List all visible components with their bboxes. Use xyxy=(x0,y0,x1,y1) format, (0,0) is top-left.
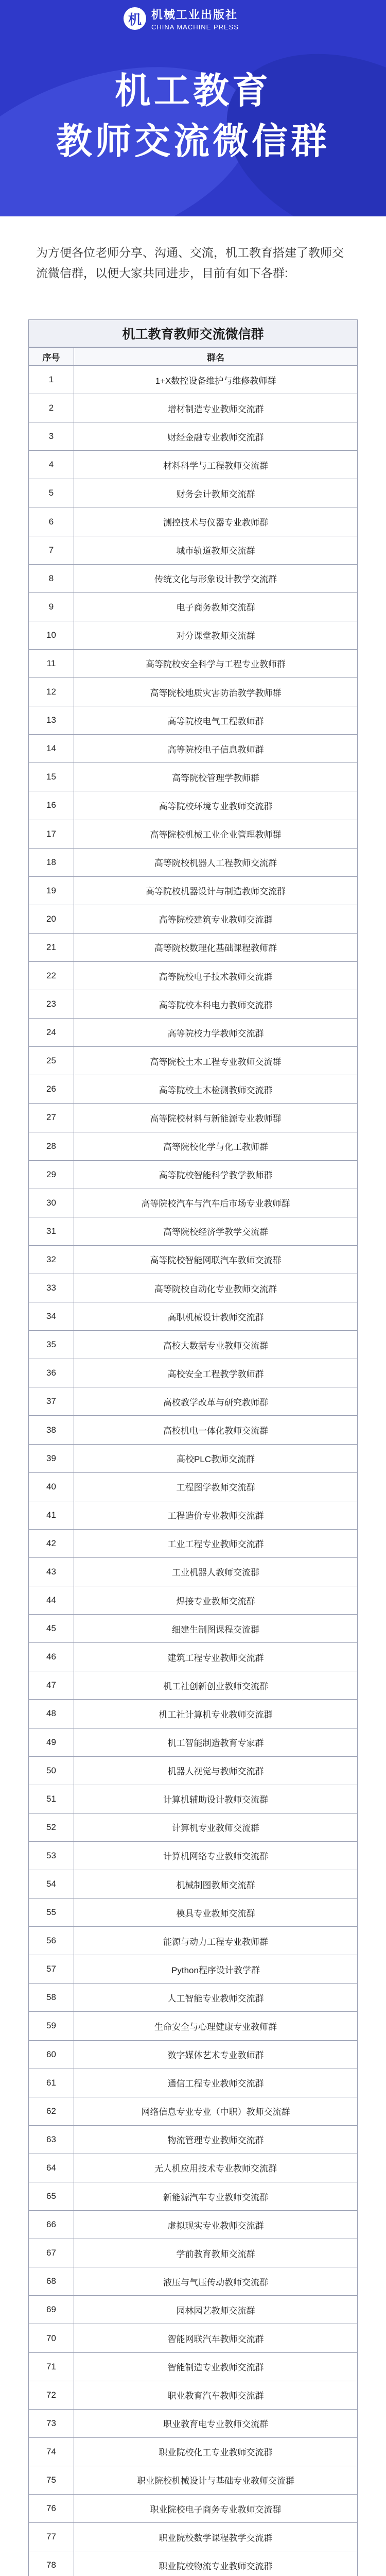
row-number: 51 xyxy=(29,1785,74,1813)
group-name: 高校机电一体化教师交流群 xyxy=(74,1416,358,1444)
row-number: 27 xyxy=(29,1104,74,1132)
row-number: 61 xyxy=(29,2069,74,2097)
group-name: 高等院校建筑专业教师交流群 xyxy=(74,905,358,933)
row-number: 48 xyxy=(29,1700,74,1728)
row-number: 16 xyxy=(29,791,74,820)
group-name: 1+X数控设备维护与维修教师群 xyxy=(74,366,358,394)
table-row xyxy=(29,1274,358,1302)
table-row xyxy=(29,1728,358,1756)
row-number: 66 xyxy=(29,2211,74,2239)
group-name: 工业机器人教师交流群 xyxy=(74,1557,358,1586)
row-number: 24 xyxy=(29,1019,74,1047)
row-number: 63 xyxy=(29,2125,74,2154)
row-number: 45 xyxy=(29,1615,74,1643)
group-name: 智能制造专业教师交流群 xyxy=(74,2352,358,2381)
table-row xyxy=(29,706,358,735)
row-number: 29 xyxy=(29,1160,74,1189)
row-number: 38 xyxy=(29,1416,74,1444)
group-name: 智能网联汽车教师交流群 xyxy=(74,2324,358,2352)
group-name: 生命安全与心理健康专业教师群 xyxy=(74,2012,358,2040)
row-number: 18 xyxy=(29,848,74,876)
table-row xyxy=(29,394,358,422)
group-name: 机器人视觉与教师交流群 xyxy=(74,1756,358,1785)
table-row xyxy=(29,1302,358,1331)
table-row xyxy=(29,1557,358,1586)
table-row xyxy=(29,2324,358,2352)
table-row xyxy=(29,2239,358,2267)
table-row xyxy=(29,2040,358,2069)
group-name: 学前教育教师交流群 xyxy=(74,2239,358,2267)
row-number: 76 xyxy=(29,2495,74,2523)
table-row xyxy=(29,1615,358,1643)
group-name: 高校PLC教师交流群 xyxy=(74,1444,358,1472)
row-number: 54 xyxy=(29,1870,74,1898)
group-name: 建筑工程专业教师交流群 xyxy=(74,1643,358,1671)
group-name: 模具专业教师交流群 xyxy=(74,1899,358,1927)
group-name: 财经金融专业教师交流群 xyxy=(74,422,358,451)
row-number: 31 xyxy=(29,1217,74,1245)
row-number: 53 xyxy=(29,1841,74,1870)
row-number: 8 xyxy=(29,564,74,592)
row-number: 64 xyxy=(29,2154,74,2182)
group-name: 人工智能专业教师交流群 xyxy=(74,1984,358,2012)
group-name: 计算机辅助设计教师交流群 xyxy=(74,1785,358,1813)
table-row xyxy=(29,1899,358,1927)
row-number: 5 xyxy=(29,479,74,507)
table-row xyxy=(29,1586,358,1615)
group-name: 园林园艺教师交流群 xyxy=(74,2296,358,2324)
group-name: 高等院校电气工程教师群 xyxy=(74,706,358,735)
row-number: 22 xyxy=(29,961,74,990)
group-name: 虚拟现实专业教师交流群 xyxy=(74,2211,358,2239)
row-number: 75 xyxy=(29,2466,74,2494)
row-number: 30 xyxy=(29,1189,74,1217)
group-name: 高校大数据专业教师交流群 xyxy=(74,1331,358,1359)
group-name: 对分课堂教师交流群 xyxy=(74,621,358,649)
row-number: 32 xyxy=(29,1245,74,1274)
row-number: 3 xyxy=(29,422,74,451)
table-row xyxy=(29,2182,358,2211)
table-row xyxy=(29,1132,358,1160)
row-number: 72 xyxy=(29,2381,74,2409)
table-row xyxy=(29,649,358,677)
row-number: 4 xyxy=(29,451,74,479)
row-number: 78 xyxy=(29,2551,74,2576)
row-number: 33 xyxy=(29,1274,74,1302)
group-name: 材料科学与工程教师交流群 xyxy=(74,451,358,479)
table-row xyxy=(29,1927,358,1955)
row-number: 70 xyxy=(29,2324,74,2352)
row-number: 7 xyxy=(29,536,74,564)
table-row xyxy=(29,2012,358,2040)
table-row xyxy=(29,1529,358,1557)
logo-name-cn: 机械工业出版社 xyxy=(151,8,238,21)
row-number: 25 xyxy=(29,1047,74,1075)
table-row xyxy=(29,1785,358,1813)
group-name: 液压与气压传动教师交流群 xyxy=(74,2267,358,2296)
table-row xyxy=(29,933,358,961)
table-row xyxy=(29,1472,358,1501)
table-row xyxy=(29,905,358,933)
publisher-logo xyxy=(124,6,239,31)
group-name: 高职机械设计教师交流群 xyxy=(74,1302,358,1331)
table-row xyxy=(29,1870,358,1898)
table-row xyxy=(29,1501,358,1529)
table-row xyxy=(29,451,358,479)
group-name: 职业教育电专业教师交流群 xyxy=(74,2409,358,2437)
row-number: 23 xyxy=(29,990,74,1019)
row-number: 57 xyxy=(29,1955,74,1984)
table-row xyxy=(29,2466,358,2494)
group-name: 工程造价专业教师交流群 xyxy=(74,1501,358,1529)
table-row xyxy=(29,1047,358,1075)
group-name: 工程图学教师交流群 xyxy=(74,1472,358,1501)
row-number: 36 xyxy=(29,1359,74,1387)
row-number: 42 xyxy=(29,1529,74,1557)
table-row xyxy=(29,564,358,592)
row-number: 50 xyxy=(29,1756,74,1785)
intro-paragraph: 为方便各位老师分享、沟通、交流，机工教育搭建了教师交流微信群，以便大家共同进步，目前有如下各群: xyxy=(36,246,344,280)
table-row xyxy=(29,2154,358,2182)
table-row xyxy=(29,1104,358,1132)
row-number: 60 xyxy=(29,2040,74,2069)
group-name: 高等院校电子信息教师群 xyxy=(74,735,358,763)
table-row xyxy=(29,621,358,649)
group-name: 细建生制图课程交流群 xyxy=(74,1615,358,1643)
group-name: 物流管理专业教师交流群 xyxy=(74,2125,358,2154)
group-name: 高等院校智能科学教学教师群 xyxy=(74,1160,358,1189)
group-name: 工业工程专业教师交流群 xyxy=(74,1529,358,1557)
table-row xyxy=(29,592,358,621)
group-name: 高等院校汽车与汽车后市场专业教师群 xyxy=(74,1189,358,1217)
group-name: 高等院校机械工业企业管理教师群 xyxy=(74,820,358,848)
page-title-line1: 机工教育 xyxy=(115,71,271,111)
group-name: 职业教育汽车教师交流群 xyxy=(74,2381,358,2409)
row-number: 13 xyxy=(29,706,74,735)
table-row xyxy=(29,1756,358,1785)
group-name: 高等院校机器人工程教师交流群 xyxy=(74,848,358,876)
row-number: 26 xyxy=(29,1075,74,1104)
table-row xyxy=(29,1671,358,1700)
group-name: 高等院校电子技术教师交流群 xyxy=(74,961,358,990)
table-row xyxy=(29,2125,358,2154)
row-number: 41 xyxy=(29,1501,74,1529)
table-row xyxy=(29,1331,358,1359)
group-name: 数字媒体艺术专业教师群 xyxy=(74,2040,358,2069)
table-row xyxy=(29,2437,358,2466)
row-number: 77 xyxy=(29,2523,74,2551)
table-row xyxy=(29,848,358,876)
row-number: 9 xyxy=(29,592,74,621)
row-number: 21 xyxy=(29,933,74,961)
row-number: 58 xyxy=(29,1984,74,2012)
table-row xyxy=(29,1444,358,1472)
table-row xyxy=(29,2267,358,2296)
table-row xyxy=(29,2495,358,2523)
table-row xyxy=(29,2069,358,2097)
group-name: 高等院校管理学教师群 xyxy=(74,763,358,791)
table-row xyxy=(29,1416,358,1444)
row-number: 73 xyxy=(29,2409,74,2437)
row-number: 47 xyxy=(29,1671,74,1700)
row-number: 1 xyxy=(29,366,74,394)
table-row xyxy=(29,1217,358,1245)
group-name: 高等院校自动化专业教师交流群 xyxy=(74,1274,358,1302)
group-name: 高等院校地质灾害防治教学教师群 xyxy=(74,678,358,706)
table-row xyxy=(29,1019,358,1047)
row-number: 62 xyxy=(29,2097,74,2125)
group-name: 机械制图教师交流群 xyxy=(74,1870,358,1898)
group-name: 职业院校机械设计与基础专业教师交流群 xyxy=(74,2466,358,2494)
group-name: 测控技术与仪器专业教师群 xyxy=(74,507,358,536)
row-number: 65 xyxy=(29,2182,74,2211)
table-row xyxy=(29,366,358,394)
group-name: 高等院校力学教师交流群 xyxy=(74,1019,358,1047)
table-row xyxy=(29,1359,358,1387)
group-name: 职业院校物流专业教师交流群 xyxy=(74,2551,358,2576)
group-name: 高等院校机器设计与制造教师交流群 xyxy=(74,876,358,905)
row-number: 6 xyxy=(29,507,74,536)
table-row xyxy=(29,2381,358,2409)
table-row xyxy=(29,1245,358,1274)
group-name: 高等院校数理化基础课程教师群 xyxy=(74,933,358,961)
table-row xyxy=(29,1189,358,1217)
group-name: 高等院校本科电力教师交流群 xyxy=(74,990,358,1019)
table-row xyxy=(29,479,358,507)
table-row xyxy=(29,1955,358,1984)
row-number: 35 xyxy=(29,1331,74,1359)
table-row xyxy=(29,961,358,990)
table-row xyxy=(29,1075,358,1104)
group-name: 职业院校电子商务专业教师交流群 xyxy=(74,2495,358,2523)
group-name: 能源与动力工程专业教师群 xyxy=(74,1927,358,1955)
group-name: 高等院校土木工程专业教师交流群 xyxy=(74,1047,358,1075)
group-name: 高等院校智能网联汽车教师交流群 xyxy=(74,1245,358,1274)
row-number: 52 xyxy=(29,1813,74,1841)
group-name: 新能源汽车专业教师交流群 xyxy=(74,2182,358,2211)
table-row xyxy=(29,2352,358,2381)
table-row xyxy=(29,678,358,706)
group-name: 高校安全工程教学教师群 xyxy=(74,1359,358,1387)
group-name: 机工社创新创业教师交流群 xyxy=(74,1671,358,1700)
table-row xyxy=(29,791,358,820)
row-number: 20 xyxy=(29,905,74,933)
table-header-row xyxy=(29,348,358,366)
group-name: 高等院校经济学教学交流群 xyxy=(74,1217,358,1245)
row-number: 40 xyxy=(29,1472,74,1501)
table-row xyxy=(29,735,358,763)
header-banner xyxy=(0,0,386,216)
row-number: 37 xyxy=(29,1387,74,1416)
page-title-line2: 教师交流微信群 xyxy=(56,121,330,161)
logo-icon: 机 xyxy=(124,7,146,30)
group-name: 高等院校材料与新能源专业教师群 xyxy=(74,1104,358,1132)
group-name: 高等院校土木检测教师交流群 xyxy=(74,1075,358,1104)
group-name: 财务会计教师交流群 xyxy=(74,479,358,507)
row-number: 15 xyxy=(29,763,74,791)
group-table xyxy=(28,319,358,2576)
row-number: 28 xyxy=(29,1132,74,1160)
table-row xyxy=(29,1643,358,1671)
row-number: 46 xyxy=(29,1643,74,1671)
table-row xyxy=(29,2523,358,2551)
group-name: 高等院校化学与化工教师群 xyxy=(74,1132,358,1160)
column-header-name: 群名 xyxy=(74,348,358,366)
logo-name-en: CHINA MACHINE PRESS xyxy=(151,23,239,31)
table-row xyxy=(29,1984,358,2012)
group-name: 传统文化与形象设计教学交流群 xyxy=(74,564,358,592)
group-list-table xyxy=(28,347,358,2576)
row-number: 74 xyxy=(29,2437,74,2466)
row-number: 2 xyxy=(29,394,74,422)
row-number: 71 xyxy=(29,2352,74,2381)
table-row xyxy=(29,1387,358,1416)
group-name: Python程序设计教学群 xyxy=(74,1955,358,1984)
row-number: 10 xyxy=(29,621,74,649)
row-number: 12 xyxy=(29,678,74,706)
group-name: 网络信息专业专业（中职）教师交流群 xyxy=(74,2097,358,2125)
group-name: 计算机网络专业教师交流群 xyxy=(74,1841,358,1870)
table-row xyxy=(29,990,358,1019)
row-number: 69 xyxy=(29,2296,74,2324)
row-number: 44 xyxy=(29,1586,74,1615)
row-number: 17 xyxy=(29,820,74,848)
row-number: 49 xyxy=(29,1728,74,1756)
group-name: 通信工程专业教师交流群 xyxy=(74,2069,358,2097)
row-number: 56 xyxy=(29,1927,74,1955)
table-row xyxy=(29,876,358,905)
row-number: 39 xyxy=(29,1444,74,1472)
table-row xyxy=(29,536,358,564)
row-number: 55 xyxy=(29,1899,74,1927)
table-row xyxy=(29,2211,358,2239)
table-row xyxy=(29,507,358,536)
group-name: 机工社计算机专业教师交流群 xyxy=(74,1700,358,1728)
group-name: 职业院校化工专业教师交流群 xyxy=(74,2437,358,2466)
table-row xyxy=(29,2551,358,2576)
row-number: 34 xyxy=(29,1302,74,1331)
row-number: 14 xyxy=(29,735,74,763)
table-row xyxy=(29,1813,358,1841)
group-name: 职业院校数学课程教学交流群 xyxy=(74,2523,358,2551)
table-row xyxy=(29,1160,358,1189)
table-row xyxy=(29,820,358,848)
row-number: 59 xyxy=(29,2012,74,2040)
group-name: 高等院校环境专业教师交流群 xyxy=(74,791,358,820)
group-name: 机工智能制造教育专家群 xyxy=(74,1728,358,1756)
group-name: 焊接专业教师交流群 xyxy=(74,1586,358,1615)
group-name: 增材制造专业教师交流群 xyxy=(74,394,358,422)
row-number: 68 xyxy=(29,2267,74,2296)
row-number: 11 xyxy=(29,649,74,677)
table-row xyxy=(29,2296,358,2324)
table-row xyxy=(29,1700,358,1728)
table-row xyxy=(29,1841,358,1870)
table-row xyxy=(29,763,358,791)
row-number: 19 xyxy=(29,876,74,905)
group-name: 城市轨道教师交流群 xyxy=(74,536,358,564)
group-name: 计算机专业教师交流群 xyxy=(74,1813,358,1841)
group-name: 高等院校安全科学与工程专业教师群 xyxy=(74,649,358,677)
group-name: 电子商务教师交流群 xyxy=(74,592,358,621)
group-name: 高校教学改革与研究教师群 xyxy=(74,1387,358,1416)
group-name: 无人机应用技术专业教师交流群 xyxy=(74,2154,358,2182)
row-number: 43 xyxy=(29,1557,74,1586)
table-row xyxy=(29,422,358,451)
row-number: 67 xyxy=(29,2239,74,2267)
table-row xyxy=(29,2097,358,2125)
table-row xyxy=(29,2409,358,2437)
table-title: 机工教育教师交流微信群 xyxy=(28,319,358,347)
column-header-no: 序号 xyxy=(29,348,74,366)
